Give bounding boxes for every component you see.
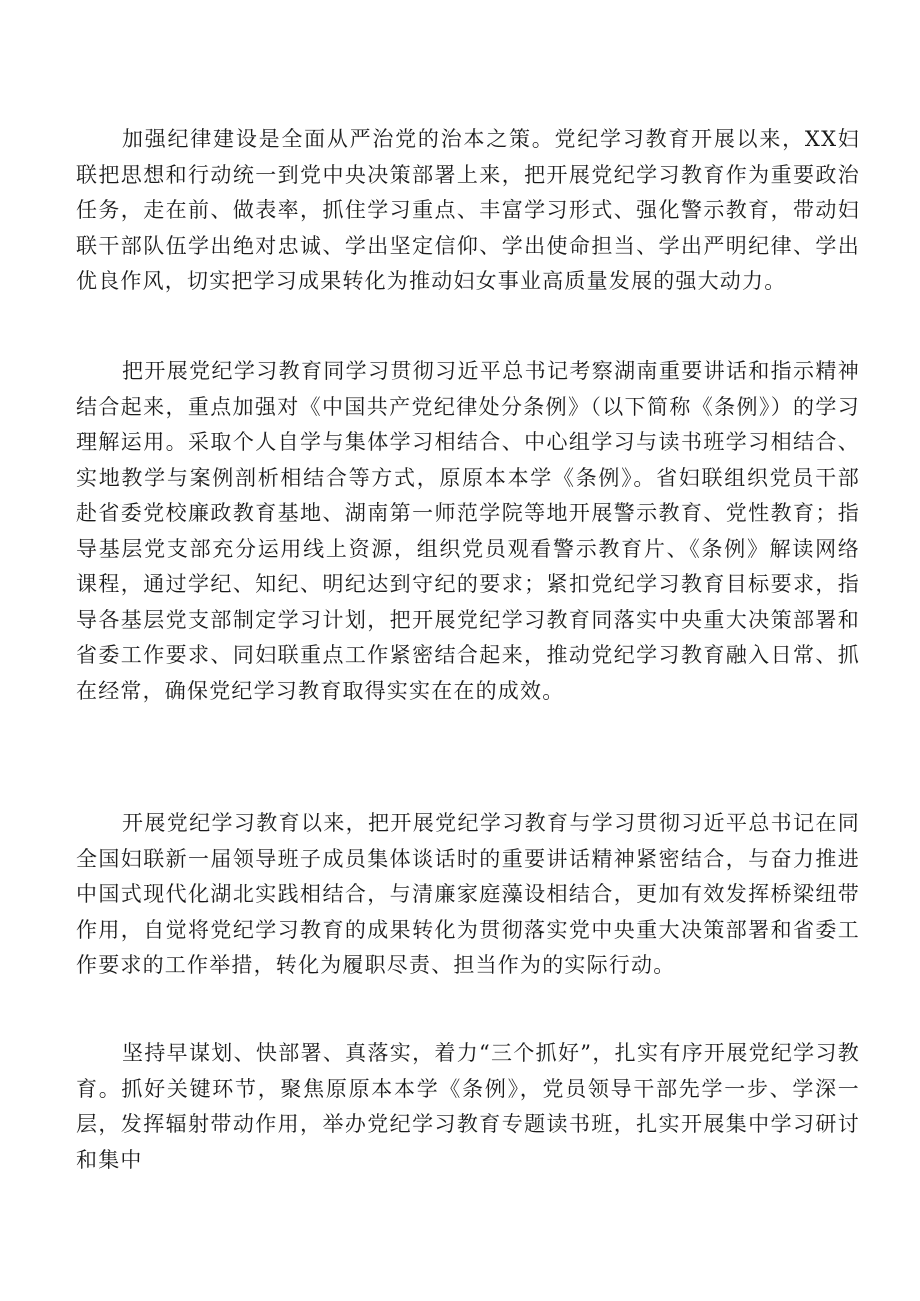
paragraph-three-grasps: 坚持早谋划、快部署、真落实，着力“三个抓好”，扎实有序开展党纪学习教育。抓好关键环节，聚焦原原本本学《条例》，党员领导干部先学一步、学深一层，发挥辐射带动作用，举办党纪学习教育专题读书班，扎实开展集中学习研讨和集中 (76, 1041, 860, 1172)
paragraph-discipline-building: 加强纪律建设是全面从严治党的治本之策。党纪学习教育开展以来，XX妇联把思想和行动统一到党中央决策部署上来，把开展党纪学习教育作为重要政治任务，走在前、做表率，抓住学习重点、丰富学习形式、强化警示教育，带动妇联干部队伍学出绝对忠诚、学出坚定信仰、学出使命担当、学出严明纪律、学出优良作风，切实把学习成果转化为推动妇女事业高质量发展的强大动力。 (76, 127, 860, 293)
paragraph-regulations-study: 把开展党纪学习教育同学习贯彻习近平总书记考察湖南重要讲话和指示精神结合起来，重点加强对《中国共产党纪律处分条例》（以下简称《条例》）的学习理解运用。采取个人自学与集体学习相结合、中心组学习与读书班学习相结合、实地教学与案例剖析相结合等方式，原原本本学《条例》。省妇联组织党员干部赴省委党校廉政教育基地、湖南第一师范学院等地开展警示教育、党性教育；指导基层党支部充分运用线上资源，组织党员观看警示教育片、《条例》解读网络课程，通过学纪、知纪、明纪达到守纪的要求；紧扣党纪学习教育目标要求，指导各基层党支部制定学习计划，把开展党纪学习教育同落实中央重大决策部署和省委工作要求、同妇联重点工作紧密结合起来，推动党纪学习教育融入日常、抓在经常，确保党纪学习教育取得实实在在的成效。 (76, 359, 860, 703)
paragraph-speech-integration: 开展党纪学习教育以来，把开展党纪学习教育与学习贯彻习近平总书记在同全国妇联新一届领导班子成员集体谈话时的重要讲话精神紧密结合，与奋力推进中国式现代化湖北实践相结合，与清廉家庭藻设相结合，更加有效发挥桥梁纽带作用，自觉将党纪学习教育的成果转化为贯彻落实党中央重大决策部署和省委工作要求的工作举措，转化为履职尽责、担当作为的实际行动。 (76, 811, 860, 977)
